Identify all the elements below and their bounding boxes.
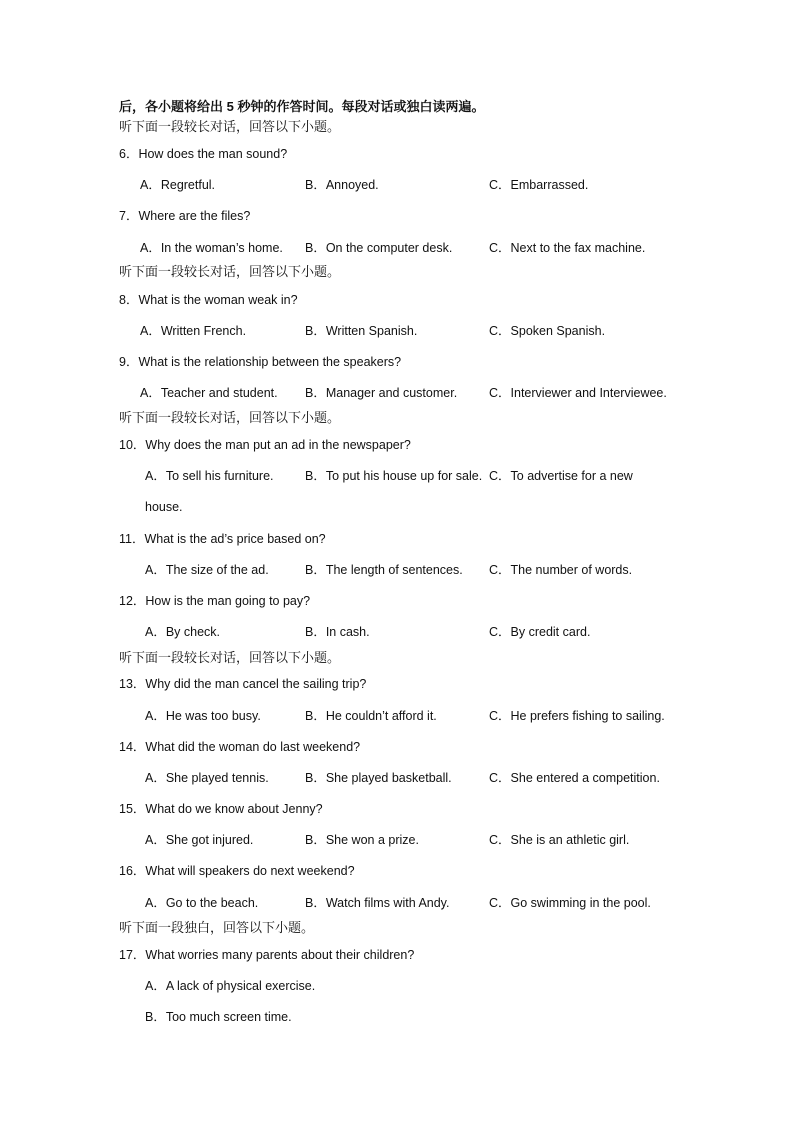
option-a: A．Regretful.	[140, 178, 216, 192]
option-b: B．In cash.	[305, 625, 370, 639]
section-note: 听下面一段较长对话，回答以下小题。	[119, 410, 341, 425]
option-b: B．She won a prize.	[305, 833, 419, 847]
option-c: C．She is an athletic girl.	[489, 833, 630, 847]
question-11	[119, 531, 326, 547]
question-6	[119, 146, 287, 162]
section-note: 听下面一段较长对话，回答以下小题。	[119, 119, 341, 134]
question-text: Why does the man put an ad in the newspaper?	[145, 438, 411, 452]
question-12	[119, 593, 310, 609]
question-number: 12．	[119, 594, 146, 608]
option-b: B．On the computer desk.	[305, 241, 453, 255]
section-note: 听下面一段较长对话，回答以下小题。	[119, 650, 341, 665]
question-number: 8．	[119, 293, 139, 307]
question-text: What will speakers do next weekend?	[145, 864, 355, 878]
option-a: A．Written French.	[140, 324, 247, 338]
question-number: 10．	[119, 438, 146, 452]
question-16	[119, 863, 355, 879]
question-14	[119, 739, 360, 755]
option-b: B．Watch films with Andy.	[305, 896, 450, 910]
option-c: C．Spoken Spanish.	[489, 324, 606, 338]
option-b: B．Written Spanish.	[305, 324, 418, 338]
option-a: A．The size of the ad.	[145, 563, 269, 577]
options-11	[0, 562, 794, 578]
options-9	[0, 385, 794, 401]
option-a: A．A lack of physical exercise.	[145, 979, 316, 993]
question-number: 11．	[119, 532, 145, 546]
option-a: A．In the woman’s home.	[140, 241, 283, 255]
question-text: What worries many parents about their children?	[145, 948, 415, 962]
question-number: 14．	[119, 740, 146, 754]
question-text: What is the ad’s price based on?	[144, 532, 326, 546]
option-a: A．She got injured.	[145, 833, 254, 847]
option-c: C．Interviewer and Interviewee.	[489, 386, 667, 400]
options-10	[0, 468, 794, 484]
question-9	[119, 354, 401, 370]
option-c: C．She entered a competition.	[489, 771, 660, 785]
option-c: C．To advertise for a new	[489, 469, 633, 483]
section-instructions: 后，各小题将给出 5 秒钟的作答时间。每段对话或独白读两遍。	[119, 99, 485, 114]
question-text: What is the woman weak in?	[138, 293, 298, 307]
option-a: A．By check.	[145, 625, 221, 639]
option-a: A．Teacher and student.	[140, 386, 278, 400]
question-number: 15．	[119, 802, 146, 816]
options-8	[0, 323, 794, 339]
question-8	[119, 292, 298, 308]
question-text: How does the man sound?	[138, 147, 288, 161]
options-13	[0, 708, 794, 724]
section-note: 听下面一段较长对话，回答以下小题。	[119, 264, 341, 279]
option-a: A．To sell his furniture.	[145, 469, 274, 483]
option-a: A．Go to the beach.	[145, 896, 259, 910]
option-c-continuation: house.	[145, 500, 183, 514]
option-b: B．The length of sentences.	[305, 563, 463, 577]
option-b: B．He couldn’t afford it.	[305, 709, 437, 723]
option-b: B．To put his house up for sale.	[305, 469, 483, 483]
option-c: C．He prefers fishing to sailing.	[489, 709, 665, 723]
option-c: C．By credit card.	[489, 625, 591, 639]
option-c: C．Embarrassed.	[489, 178, 589, 192]
options-15	[0, 832, 794, 848]
option-b: B．Annoyed.	[305, 178, 379, 192]
option-c: C．Go swimming in the pool.	[489, 896, 651, 910]
options-6	[0, 177, 794, 193]
question-text: What is the relationship between the speakers?	[138, 355, 402, 369]
option-c: C．Next to the fax machine.	[489, 241, 646, 255]
question-text: What did the woman do last weekend?	[145, 740, 361, 754]
options-7	[0, 240, 794, 256]
options-14	[0, 770, 794, 786]
question-17	[119, 947, 414, 963]
question-10	[119, 437, 411, 453]
question-number: 6．	[119, 147, 139, 161]
question-number: 7．	[119, 209, 139, 223]
option-b: B．Too much screen time.	[145, 1010, 292, 1024]
options-12	[0, 624, 794, 640]
option-c: C．The number of words.	[489, 563, 633, 577]
question-number: 16．	[119, 864, 146, 878]
option-a: A．She played tennis.	[145, 771, 269, 785]
question-number: 13．	[119, 677, 146, 691]
question-text: How is the man going to pay?	[145, 594, 311, 608]
question-text: Why did the man cancel the sailing trip?	[145, 677, 367, 691]
option-a: A．He was too busy.	[145, 709, 261, 723]
question-number: 9．	[119, 355, 139, 369]
section-note-monologue: 听下面一段独白，回答以下小题。	[119, 920, 315, 935]
question-15	[119, 801, 323, 817]
question-text: Where are the files?	[138, 209, 251, 223]
options-16	[0, 895, 794, 911]
question-13	[119, 676, 366, 692]
question-text: What do we know about Jenny?	[145, 802, 323, 816]
question-number: 17．	[119, 948, 146, 962]
option-b: B．Manager and customer.	[305, 386, 458, 400]
question-7	[119, 208, 250, 224]
option-b: B．She played basketball.	[305, 771, 452, 785]
